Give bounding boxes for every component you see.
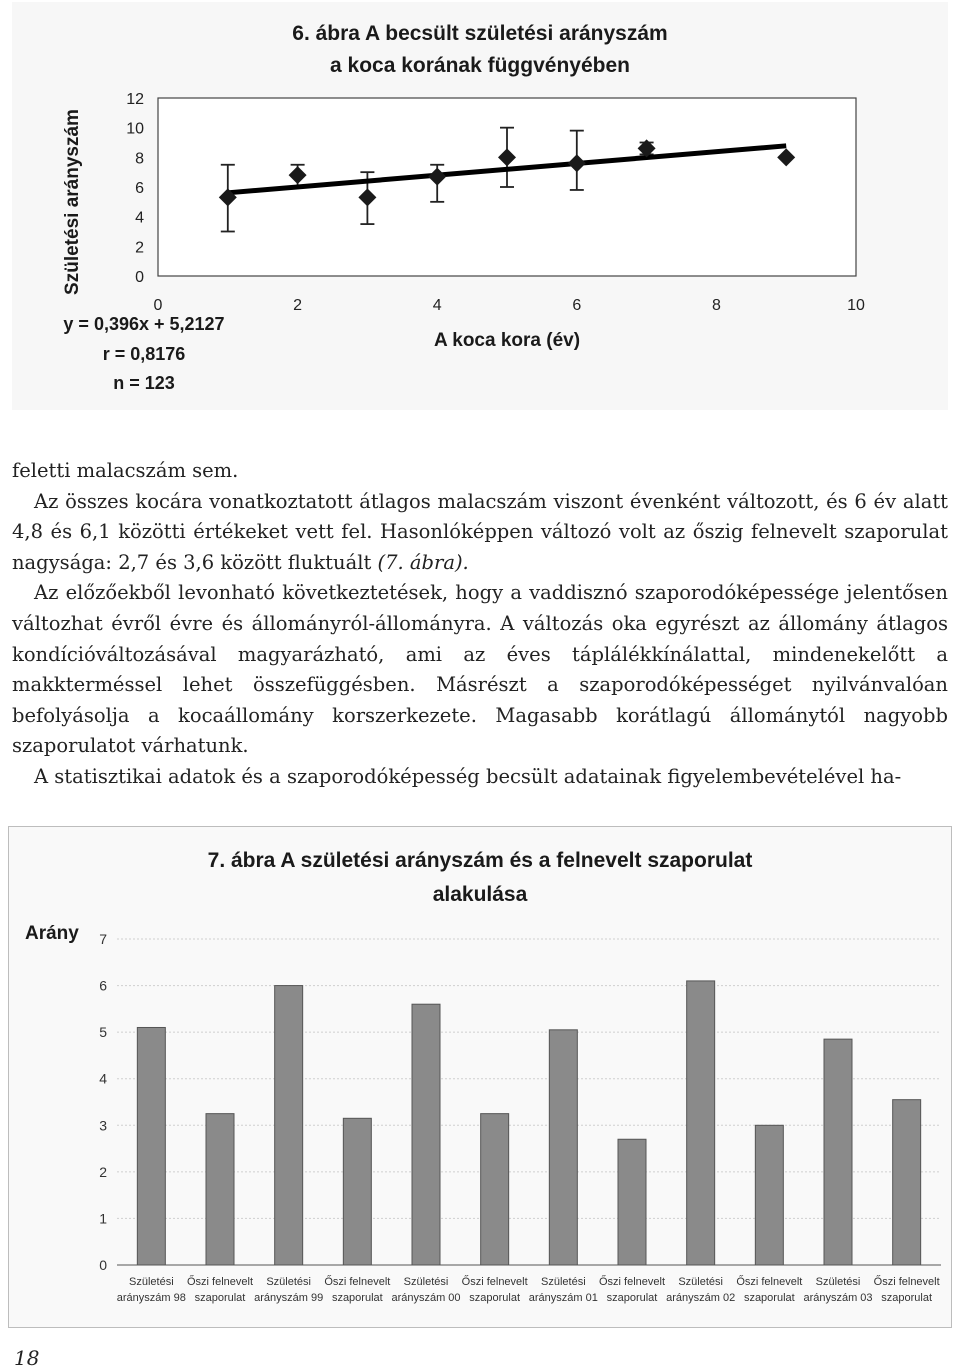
chart-1-x-tick-label: 10 — [847, 297, 865, 314]
chart-1-y-tick-label: 10 — [126, 120, 144, 138]
chart-1-svg — [12, 2, 948, 410]
chart-2-y-tick-label: 7 — [99, 931, 107, 947]
chart-2-title: 7. ábra A születési arányszám és a felnevelt szaporulat — [207, 849, 753, 872]
chart-2-x-tick-label: arányszám 01 — [528, 1292, 598, 1304]
chart-2-y-tick-label: 6 — [99, 977, 107, 994]
chart-2-x-tick-label: szaporulat — [881, 1292, 933, 1304]
chart-1-title: 6. ábra A becsült születési arányszám — [292, 22, 668, 45]
chart-2-x-tick-label: szaporulat — [194, 1292, 246, 1304]
chart-1-y-tick-label: 4 — [135, 209, 144, 227]
chart-2-bar — [687, 981, 715, 1265]
chart-2-bar — [893, 1100, 921, 1265]
paragraph-2-text: Az összes kocára vonatkoztatott átlagos malacszám viszont évenként változott, és 6 év alatt 4,8 és 6,1 közötti értékeket vett fel. Hasonlóképpen változó volt az őszig felnevelt szaporulat nagysága: 2,7 és 3,6 között fluktuált — [12, 489, 948, 574]
chart-2-bar — [755, 1125, 783, 1265]
chart-2-bar — [206, 1114, 234, 1265]
chart-1-container — [12, 2, 948, 410]
chart-2-x-tick-label: Őszi felnevelt — [873, 1276, 940, 1288]
chart-1-plot-area — [126, 91, 865, 314]
paragraph-3: Az előzőekből levonható következtetések, hogy a vaddisznó szaporodóképessége jelentősen változhat évről évre és állományról-állományra. A változás oka egyrészt az állomány átlagos kondícióváltozásával magyarázható, ami az éves táplálékkínálattal, mindenekelőtt a makkterméssel lehet összefüggésben. Másrészt a szaporodóképességet nyilvánvalóan befolyásolja a kocaállomány korszerkezete. Magasabb korátlagú állománytól nagyobb szaporulatot várhatunk. — [12, 581, 948, 758]
chart-2-container — [8, 826, 952, 1328]
chart-1-stat-n: n = 123 — [113, 373, 175, 393]
chart-2-x-tick-label: Születési — [815, 1276, 861, 1288]
chart-1-x-tick-label: 0 — [153, 297, 163, 314]
chart-2-x-tick-label: Születési — [541, 1276, 586, 1288]
chart-1-x-tick-label: 4 — [432, 297, 442, 314]
chart-2-x-tick-label: Őszi felnevelt — [598, 1276, 666, 1288]
chart-2-y-tick-label: 1 — [99, 1210, 107, 1227]
chart-2-bar — [481, 1114, 509, 1265]
chart-2-x-tick-label: szaporulat — [331, 1292, 383, 1304]
chart-1-x-tick-label: 8 — [711, 297, 721, 314]
chart-2-subtitle: alakulása — [432, 883, 528, 906]
chart-2-y-tick-label: 5 — [99, 1024, 107, 1041]
chart-1-y-tick-label: 2 — [135, 239, 144, 257]
chart-2-bar — [549, 1030, 577, 1265]
chart-1-subtitle: a koca korának függvényében — [330, 54, 630, 77]
chart-2-x-tick-label: Születési — [403, 1276, 449, 1288]
chart-1-x-tick-label: 6 — [572, 297, 582, 314]
chart-1-y-axis-label: Születési arányszám — [62, 109, 83, 295]
chart-1-stat-equation: y = 0,396x + 5,2127 — [63, 314, 225, 334]
chart-1-x-axis-label: A koca kora (év) — [433, 330, 581, 351]
chart-2-bar — [137, 1027, 165, 1265]
chart-1-x-tick-label: 2 — [293, 297, 303, 314]
chart-2-x-tick-label: arányszám 00 — [391, 1292, 461, 1304]
chart-2-svg — [9, 827, 951, 1327]
chart-2-bar — [275, 986, 303, 1265]
body-text — [12, 456, 948, 793]
chart-2-x-tick-label: szaporulat — [606, 1292, 658, 1304]
chart-2-y-tick-label: 4 — [99, 1070, 107, 1087]
chart-2-x-tick-label: Őszi felnevelt — [186, 1276, 254, 1288]
chart-2-bar — [824, 1039, 852, 1265]
chart-2-bar — [343, 1118, 371, 1265]
chart-2-bar — [412, 1004, 440, 1265]
chart-2-x-tick-label: Születési — [678, 1276, 723, 1288]
chart-1-y-tick-label: 0 — [135, 269, 144, 286]
chart-2-x-tick-label: szaporulat — [469, 1292, 521, 1304]
paragraph-1: feletti malacszám sem. — [12, 459, 239, 482]
chart-2-bar — [618, 1139, 646, 1265]
chart-2-y-tick-label: 2 — [99, 1163, 107, 1180]
chart-2-x-tick-label: arányszám 99 — [254, 1292, 324, 1304]
chart-2-x-tick-label: Születési — [129, 1276, 174, 1288]
chart-1-y-tick-label: 12 — [126, 91, 144, 108]
chart-2-plot-area — [99, 931, 941, 1304]
chart-2-x-tick-label: arányszám 02 — [666, 1292, 736, 1304]
chart-2-x-tick-label: arányszám 98 — [116, 1292, 186, 1304]
chart-2-x-tick-label: Őszi felnevelt — [736, 1276, 803, 1288]
paragraph-4: A statisztikai adatok és a szaporodóképesség becsült adatainak figyelembevételével ha- — [34, 764, 902, 788]
chart-2-x-tick-label: Őszi felnevelt — [461, 1276, 528, 1288]
chart-1-stat-r: r = 0,8176 — [102, 344, 186, 364]
page-number: 18 — [14, 1346, 40, 1370]
chart-2-y-tick-label: 3 — [99, 1117, 107, 1134]
chart-2-x-tick-label: szaporulat — [743, 1292, 795, 1304]
chart-2-y-axis-label: Arány — [25, 923, 79, 944]
chart-1-y-tick-label: 6 — [135, 180, 144, 197]
chart-1-y-tick-label: 8 — [135, 150, 144, 168]
chart-2-y-tick-label: 0 — [99, 1257, 107, 1273]
chart-2-x-tick-label: Születési — [266, 1276, 311, 1288]
chart-2-x-tick-label: Őszi felnevelt — [324, 1276, 391, 1288]
chart-2-x-tick-label: arányszám 03 — [803, 1292, 873, 1304]
paragraph-2 — [12, 487, 948, 579]
figure-reference: (7. ábra). — [377, 550, 469, 574]
